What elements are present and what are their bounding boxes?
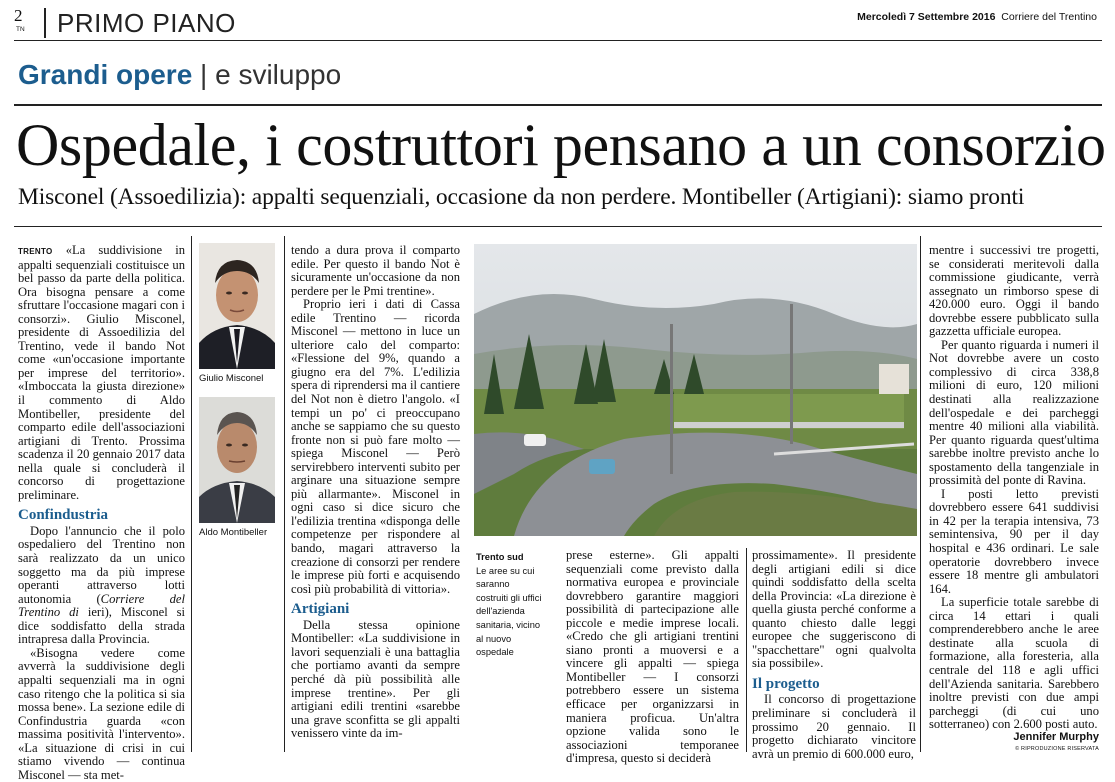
section-title: PRIMO PIANO — [57, 8, 236, 38]
photo-caption-line: Le aree su cui — [476, 565, 535, 576]
headline: Ospedale, i costruttori pensano a un consorzio — [16, 112, 1106, 178]
kicker: Grandi opere | e sviluppo — [18, 59, 342, 90]
article-column-4 — [752, 549, 916, 761]
subheading-confindustria: Confindustria — [18, 507, 109, 524]
paragraph: La superficie totale sarebbe di circa 14 ettari i quali comprenderebbero anche le aree destinate alla scuola di formazione, alla foresteria, alla centrale del 118 e agli uffici dell'Azienda sanitaria. Sarebbero inoltre previsti con due ampi parcheggi (di cui uno sotterraneo) con 2.600 posti auto. — [929, 595, 1099, 732]
column-divider — [746, 548, 747, 752]
paragraph: Proprio ieri i dati di Cassa edile Trentino — ricorda Misconel — mettono in luce un ulteriore calo del comparto: «Flessione del 9%, quando a giugno era del 7%. L'edilizia spera di riprendersi ma il cantiere del Not non è dietro l'angolo. «I tempi un po' ci preoccupano anche se sappiamo che su questo fronte non si può fare molto — spiega Misconel — Però servirebbero interventi subito per arginare una situazione sempre più allarmante». Misconel in ogni caso si dice sicuro che l'edilizia trentina «disponga delle competenze per rispondere al bando, magari attraverso la creazione di consorzi per rendere le imprese più forti e acquisendo così più probabilità di vittoria». — [291, 297, 460, 596]
paragraph: prese esterne». Gli appalti sequenziali come previsto dalla normativa europea e provinciale dovrebbero garantire maggiori possibilità di partecipazione alle piccole e medie imprese locali. «Credo che gli artigiani trentini siano pronti a muoversi e a vincere gli appalti — spiega Montibeller — I consorzi potrebbero essere un sistema efficace per organizzarsi in maniera proficua. Un'altra opzione valida sono le associazioni temporanee d'impresa, questo si deciderà — [566, 548, 739, 766]
photo-caption-line: dell'azienda — [476, 606, 525, 617]
photo-caption — [476, 551, 568, 660]
page-code: TN — [16, 26, 25, 33]
issue-date: Mercoledì 7 Settembre 2016 — [857, 11, 996, 23]
column-divider — [284, 236, 285, 752]
photo-caption-line: sanitaria, vicino — [476, 619, 541, 630]
subheading-artigiani: Artigiani — [291, 601, 350, 618]
photo-caption-line: ospedale — [476, 647, 514, 658]
newspaper-name: Corriere del Trentino — [1001, 11, 1097, 23]
portrait-montibeller — [199, 397, 275, 523]
paragraph: Dopo l'annuncio che il polo ospedaliero del Trentino non sarà realizzato da un unico soggetto ma da più imprese operanti attraverso lotti autonomia (Corriere del Trentino di ieri), Misconel si dice soddisfatto della strada intrapresa dalla Provincia. — [18, 523, 185, 647]
photo-caption-line: al nuovo — [476, 633, 512, 644]
photo-caption-line: saranno — [476, 579, 510, 590]
column-divider — [191, 236, 192, 752]
main-photo — [474, 244, 917, 536]
header-rule — [14, 40, 1102, 41]
kicker-rule — [14, 104, 1102, 106]
subheading-il-progetto: Il progetto — [752, 675, 820, 692]
paragraph: I posti letto previsti dovrebbero essere 641 suddivisi in 42 per la terapia intensiva, 73 semintensiva, 90 per il day hospital e 436 ordinari. Le sale operatorie dovrebbero invece essere 18 mentre gli ambulatori 164. — [929, 486, 1099, 596]
paragraph: mentre i successivi tre progetti, se considerati meritevoli dalla commissione giudicante, verrà assegnato un rimborso spese di 420.000 euro. Oggi il bando dovrebbe essere pubblicato sulla gazzetta ufficiale europea. — [929, 243, 1099, 339]
lead-paragraph: TRENTO «La suddivisione in appalti sequenziali costituisce un bel passo da parte della politica. Ora bisogna pensare a come sfruttare l'occasione magari con i consorzi». Giulio Misconel, presidente di Assoedilizia del Trentino, vede il bando Not come «un'occasione importante per imprese del territorio». «Imboccata la giusta direzione» il commento di Aldo Montibeller, presidente del comparto edile dell'associazioni artigiani di Trento. Prossima scadenza il 20 gennaio 2017 data nella quale si concluderà il concorso di progettazione preliminare. — [18, 243, 185, 502]
subheadline-rule — [14, 226, 1102, 227]
header-meta — [857, 11, 1097, 23]
dateline: TRENTO — [18, 247, 53, 256]
copyright-notice: © RIPRODUZIONE RISERVATA — [1015, 746, 1099, 752]
article-column-5 — [929, 244, 1099, 732]
article-column-1 — [18, 244, 185, 782]
author: Jennifer Murphy — [1013, 731, 1099, 743]
column-divider — [920, 236, 921, 752]
paragraph: Per quanto riguarda i numeri il Not dovrebbe avere un costo complessivo di circa 338,8 milioni di euro, 120 milioni destinati alla realizzazione dell'ospedale e dei parcheggi mentre 40 milioni alla viabilità. Per quanto riguarda quest'ultima sarebbe inoltre previsto anche lo spostamento della tangenziale in prossimità del ponte di Ravina. — [929, 337, 1099, 488]
kicker-bold: Grandi opere — [18, 59, 193, 90]
photo-caption-line: costruiti gli uffici — [476, 592, 542, 603]
page-number: 2 — [14, 6, 23, 25]
header-divider — [44, 8, 46, 38]
paragraph: Il concorso di progettazione preliminare si concluderà il prossimo 20 gennaio. Il progetto dichiarato vincitore avrà un premio di 600.000 euro, — [752, 692, 916, 761]
article-column-3 — [566, 549, 739, 766]
portrait-misconel — [199, 243, 275, 369]
kicker-rest: e sviluppo — [215, 59, 342, 90]
portrait-caption: Aldo Montibeller — [199, 527, 268, 538]
subheadline: Misconel (Assoedilizia): appalti sequenziali, occasione da non perdere. Montibeller (Artigiani): siamo pronti — [18, 184, 1025, 210]
paragraph: Della stessa opinione Montibeller: «La suddivisione in lavori sequenziali è una battaglia che portiamo avanti da sempre perché dà più possibilità alle imprese trentine». Per gli artigiani edili trentini «sarebbe una grave sconfitta se gli appalti venissero vinte da im- — [291, 617, 460, 741]
portrait-caption: Giulio Misconel — [199, 373, 264, 384]
paragraph: «Bisogna vedere come avverrà la suddivisione degli appalti sequenziali ma in ogni caso ritengo che la politica si sia mossa bene». La sezione edile di Confindustria guarda «con massima positività l'intervento». «La situazione di crisi in cui stiamo vivendo — continua Misconel — sta met- — [18, 645, 185, 782]
article-column-2 — [291, 244, 460, 741]
paragraph: prossimamente». Il presidente degli artigiani edili si dice quindi soddisfatto della scelta della Provincia: «La direzione è quella giusta perché conforme a quanto chiesto dalle leggi europee che suggeriscono di "spacchettare" ogni qualvolta sia possibile». — [752, 548, 916, 671]
photo-caption-title: Trento sud — [476, 552, 524, 562]
paragraph: tendo a dura prova il comparto edile. Per questo il bando Not è sicuramente un'occasione da non perdere per le Pmi trentine». — [291, 243, 460, 298]
